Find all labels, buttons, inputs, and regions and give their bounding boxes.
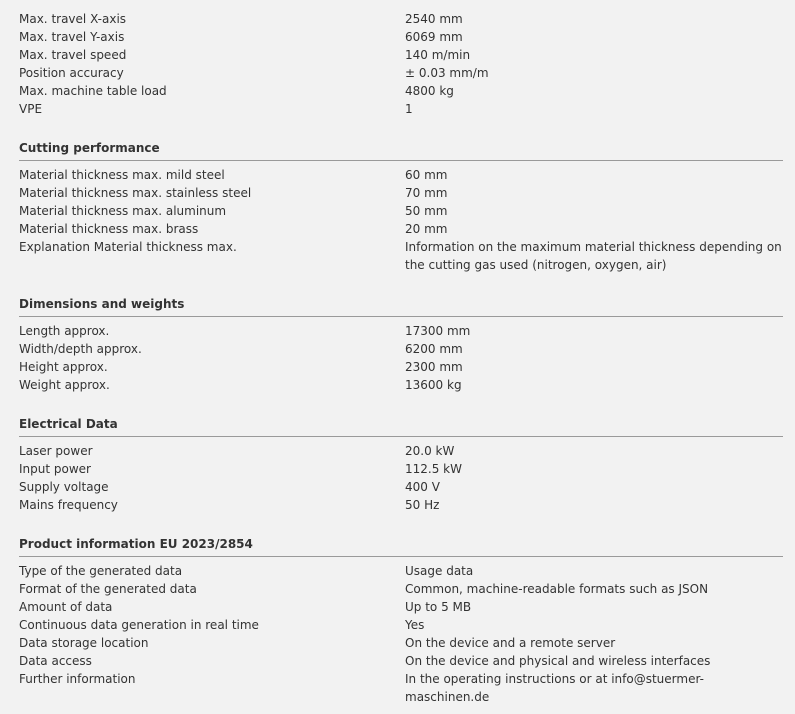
spec-row: [19, 202, 783, 220]
spec-value: On the device and a remote server: [405, 636, 616, 650]
section-dimensions-weights: [19, 295, 783, 394]
spec-row: [19, 496, 783, 514]
spec-value: 1: [405, 102, 413, 116]
spec-label: Max. travel speed: [19, 48, 127, 62]
spec-value: 6069 mm: [405, 30, 463, 44]
spec-value: 6200 mm: [405, 342, 463, 356]
spec-label: Data access: [19, 654, 92, 668]
spec-row: [19, 322, 783, 340]
spec-label: Further information: [19, 672, 136, 686]
spec-label: Max. travel Y-axis: [19, 30, 125, 44]
spec-row: [19, 598, 783, 616]
spec-row: [19, 460, 783, 478]
spec-row: [19, 376, 783, 394]
spec-label: Continuous data generation in real time: [19, 618, 259, 632]
spec-value: Information on the maximum material thickness depending on the cutting gas used (nitrogen, oxygen, air): [405, 240, 782, 272]
general-specs: [19, 10, 783, 118]
spec-label: Explanation Material thickness max.: [19, 240, 237, 254]
spec-row: [19, 670, 783, 706]
spec-row: [19, 562, 783, 580]
spec-value: Common, machine-readable formats such as JSON: [405, 582, 709, 596]
spec-label: Max. machine table load: [19, 84, 167, 98]
spec-label: Material thickness max. aluminum: [19, 204, 227, 218]
spec-label: Format of the generated data: [19, 582, 197, 596]
spec-label: Type of the generated data: [19, 564, 183, 578]
section-electrical-data: [19, 415, 783, 514]
spec-row: [19, 652, 783, 670]
section-cutting-performance: [19, 139, 783, 274]
spec-value: In the operating instructions or at info@stuermer-maschinen.de: [405, 672, 704, 704]
spec-value: 20 mm: [405, 222, 448, 236]
spec-label: Weight approx.: [19, 378, 110, 392]
spec-row: [19, 634, 783, 652]
spec-label: Mains frequency: [19, 498, 118, 512]
spec-value: 20.0 kW: [405, 444, 455, 458]
spec-value: 60 mm: [405, 168, 448, 182]
spec-row: [19, 580, 783, 598]
spec-value: 4800 kg: [405, 84, 454, 98]
spec-row: [19, 46, 783, 64]
section-title: Dimensions and weights: [19, 295, 783, 317]
spec-label: Supply voltage: [19, 480, 109, 494]
spec-label: Data storage location: [19, 636, 149, 650]
spec-label: Height approx.: [19, 360, 108, 374]
spec-label: Laser power: [19, 444, 93, 458]
spec-row: [19, 358, 783, 376]
spec-row: [19, 166, 783, 184]
spec-value: Usage data: [405, 564, 474, 578]
spec-value: 17300 mm: [405, 324, 471, 338]
spec-row: [19, 64, 783, 82]
spec-label: Length approx.: [19, 324, 110, 338]
spec-label: Amount of data: [19, 600, 113, 614]
spec-label: Material thickness max. brass: [19, 222, 199, 236]
spec-row: [19, 220, 783, 238]
spec-row: [19, 616, 783, 634]
spec-row: [19, 184, 783, 202]
spec-value: 50 mm: [405, 204, 448, 218]
spec-label: Position accuracy: [19, 66, 124, 80]
spec-row: [19, 238, 783, 274]
spec-row: [19, 478, 783, 496]
spec-value: 140 m/min: [405, 48, 471, 62]
spec-value: 50 Hz: [405, 498, 440, 512]
spec-label: Width/depth approx.: [19, 342, 142, 356]
spec-label: Max. travel X-axis: [19, 12, 127, 26]
spec-label: VPE: [19, 102, 43, 116]
spec-value: Yes: [405, 618, 425, 632]
section-title: Electrical Data: [19, 415, 783, 437]
spec-row: [19, 28, 783, 46]
spec-row: [19, 82, 783, 100]
spec-row: [19, 340, 783, 358]
spec-value: On the device and physical and wireless interfaces: [405, 654, 711, 668]
section-product-information: [19, 535, 783, 706]
spec-row: [19, 100, 783, 118]
spec-value: 2540 mm: [405, 12, 463, 26]
spec-value: 70 mm: [405, 186, 448, 200]
spec-value: 112.5 kW: [405, 462, 462, 476]
section-title: Product information EU 2023/2854: [19, 535, 783, 557]
spec-value: 13600 kg: [405, 378, 462, 392]
section-title: Cutting performance: [19, 139, 783, 161]
spec-row: [19, 10, 783, 28]
spec-label: Material thickness max. stainless steel: [19, 186, 252, 200]
spec-label: Material thickness max. mild steel: [19, 168, 225, 182]
spec-value: 400 V: [405, 480, 440, 494]
spec-value: 2300 mm: [405, 360, 463, 374]
spec-value: Up to 5 MB: [405, 600, 472, 614]
spec-label: Input power: [19, 462, 91, 476]
spec-value: ± 0.03 mm/m: [405, 66, 489, 80]
spec-row: [19, 442, 783, 460]
